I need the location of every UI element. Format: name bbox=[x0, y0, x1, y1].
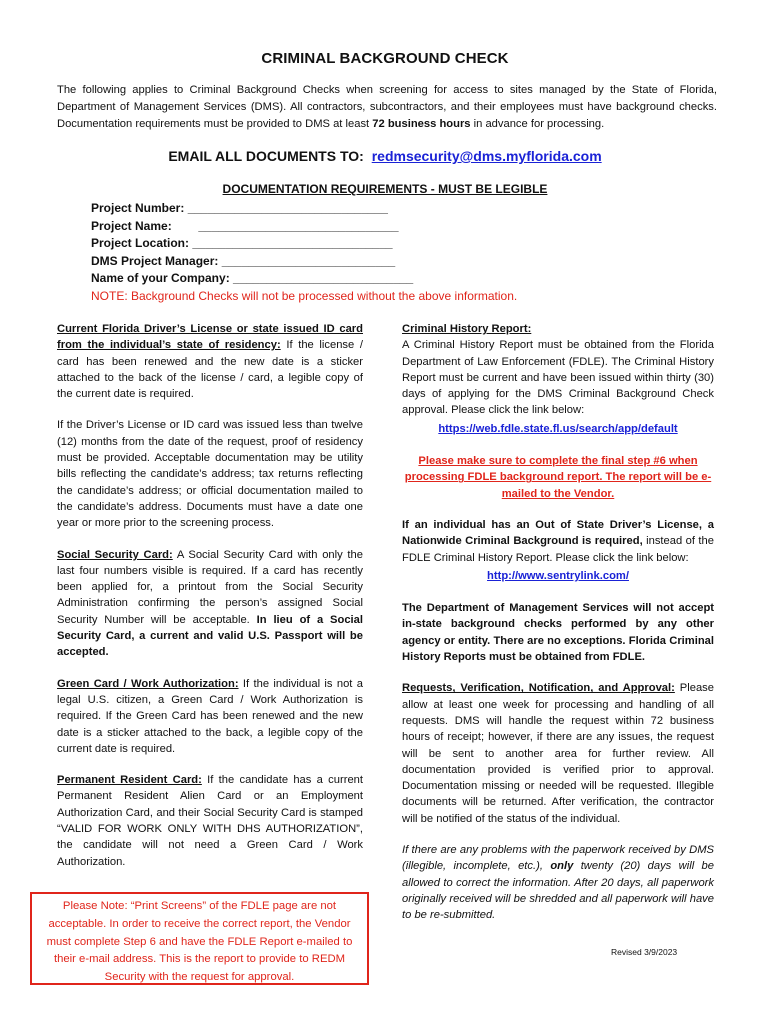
field-blank: __________________________ bbox=[221, 253, 396, 268]
email-line bbox=[0, 148, 770, 164]
sentry-link-row bbox=[402, 568, 714, 584]
documentation-requirements-heading: DOCUMENTATION REQUIREMENTS - MUST BE LEGIBLE bbox=[222, 182, 548, 196]
problems-text-end: twenty (20) days will be allowed to correct the information. After 20 days, all paperwork originally received will be shredded and all paperwork will have to be re-submitted. bbox=[402, 860, 714, 922]
left-column bbox=[57, 321, 363, 885]
green-card-text: If the individual is not a legal U.S. citizen, a Green Card / Work Authorization is required. If the Green Card has been renewed and the new date is a sticker attached to the back, a legible copy of the current date is required. bbox=[57, 677, 363, 755]
license-text: If the license / card has been renewed and the new date is a sticker attached to the back of the license / card, a legible copy of the current date is required. bbox=[57, 339, 364, 401]
intro-text: The following applies to Criminal Background Checks when screening for access to sites managed by the State of Florida, Department of Management Services (DMS). All contractors, subcontractors, and their employees must have background checks. Documentation requirements must be provided to DMS at least bbox=[57, 84, 717, 130]
field-project-name[interactable] bbox=[91, 218, 571, 236]
out-of-state-text: instead of the FDLE Criminal History Report. Please click the link below: bbox=[402, 535, 714, 564]
field-company-name[interactable] bbox=[91, 270, 571, 288]
step6-note: Please make sure to complete the final step #6 when processing FDLE background report. The report will be e-mailed to the Vendor. bbox=[404, 455, 712, 500]
field-label: Name of your Company: bbox=[91, 271, 230, 285]
ssn-text: A Social Security Card with only the last four numbers visible is required. If a card has recently been applied for, a printout from the Social Security Administration confirming the person’s assigned Social Security Number will be acceptable. bbox=[57, 548, 363, 626]
ssn-section bbox=[57, 547, 363, 661]
out-of-state-section bbox=[402, 517, 714, 566]
criminal-history-heading: Criminal History Report: bbox=[402, 323, 532, 335]
requests-section bbox=[402, 680, 714, 827]
page-title: CRIMINAL BACKGROUND CHECK bbox=[261, 50, 509, 67]
fdle-link[interactable]: https://web.fdle.state.fl.us/search/app/default bbox=[438, 422, 678, 435]
field-blank: ______________________________ bbox=[198, 218, 399, 233]
field-blank: ______________________________ bbox=[192, 236, 393, 250]
problems-paragraph bbox=[402, 842, 714, 923]
field-blank: ______________________________ bbox=[187, 201, 388, 215]
intro-deadline: 72 business hours bbox=[372, 118, 471, 130]
dms-policy-paragraph: The Department of Management Services will not accept in-state background checks performed by any other agency or entity. There are no exceptions. Florida Criminal History Reports must be obtained from FDLE. bbox=[402, 602, 714, 664]
right-column bbox=[402, 321, 714, 939]
field-project-location[interactable] bbox=[91, 235, 571, 253]
green-card-section bbox=[57, 676, 363, 757]
license-heading: Current Florida Driver’s License or state issued ID card from the individual’s state of residency: bbox=[57, 323, 363, 352]
email-label: EMAIL ALL DOCUMENTS TO: bbox=[168, 148, 364, 164]
problems-text: If there are any problems with the paperwork received by DMS (illegible, incomplete, etc.), bbox=[402, 844, 714, 873]
project-fields bbox=[91, 200, 571, 305]
field-blank: ___________________________ bbox=[233, 271, 414, 285]
revision-date: Revised 3/9/2023 bbox=[611, 947, 678, 957]
license-section bbox=[57, 321, 363, 402]
requests-heading: Requests, Verification, Notification, and Approval: bbox=[402, 682, 675, 695]
email-link[interactable]: redmsecurity@dms.myflorida.com bbox=[371, 148, 602, 164]
permanent-resident-heading: Permanent Resident Card: bbox=[57, 774, 202, 787]
intro-paragraph bbox=[57, 82, 717, 133]
problems-bold: only bbox=[550, 860, 574, 873]
permanent-resident-text: If the candidate has a current Permanent Resident Alien Card or an Employment Authorization Card, and their Social Security Card is stamped “VALID FOR WORK ONLY WITH DHS AUTHORIZATION”, the candidate will not need a Green Card / Work Authorization. bbox=[57, 774, 363, 868]
ssn-heading: Social Security Card: bbox=[57, 548, 173, 561]
out-of-state-bold: If an individual has an Out of State Driver’s License, a Nationwide Criminal Background is required, bbox=[402, 518, 714, 548]
license-residency-paragraph: If the Driver’s License or ID card was issued less than twelve (12) months from the date of the request, proof of residency must be provided. Acceptable documentation may be utility bills reflecting the candidate’s address; tax returns reflecting the candidate’s address; or official documentation mailed to the candidate’s address. Documents must have a date one year or more prior to the screening process. bbox=[57, 419, 363, 530]
criminal-history-text: A Criminal History Report must be obtained from the Florida Department of Law Enforcement (FDLE). The Criminal History Report must be current and have been issued within thirty (30) days of applying for the DMS Criminal Background Check approval. Please click the link below: bbox=[402, 339, 714, 417]
fields-note: NOTE: Background Checks will not be processed without the above information. bbox=[91, 288, 518, 303]
requests-text: Please allow at least one week for processing and handling of all requests. DMS will handle the request within 72 business hours of receipt; however, if there are any issues, the request will be sent to another area for further review. All documentation provided is verified prior to approval. Documentation missing or needed will be requested. Illegible documents will be returned. After verification, the contractor will be notified of the status of the individual. bbox=[402, 682, 714, 825]
criminal-history-section bbox=[402, 321, 714, 419]
intro-text-end: in advance for processing. bbox=[470, 118, 605, 130]
ssn-passport-note: In lieu of a Social Security Card, a current and valid U.S. Passport will be accepted. bbox=[57, 613, 363, 659]
print-screen-note-box: Please Note: “Print Screens” of the FDLE page are not acceptable. In order to receive the correct report, the Vendor must complete Step 6 and have the FDLE Report e-mailed to their e-mail address. This is the report to provide to REDM Security with the request for approval. bbox=[30, 892, 369, 985]
field-label: Project Location: bbox=[91, 236, 190, 250]
field-label: Project Number: bbox=[91, 201, 185, 215]
green-card-heading: Green Card / Work Authorization: bbox=[57, 677, 239, 690]
field-label: DMS Project Manager: bbox=[91, 253, 219, 268]
field-label: Project Name: bbox=[91, 218, 172, 233]
field-dms-project-manager[interactable] bbox=[91, 253, 571, 271]
permanent-resident-section bbox=[57, 772, 363, 870]
field-project-number[interactable] bbox=[91, 200, 571, 218]
sentrylink-link[interactable]: http://www.sentrylink.com/ bbox=[487, 569, 629, 582]
fdle-link-row bbox=[402, 421, 714, 437]
